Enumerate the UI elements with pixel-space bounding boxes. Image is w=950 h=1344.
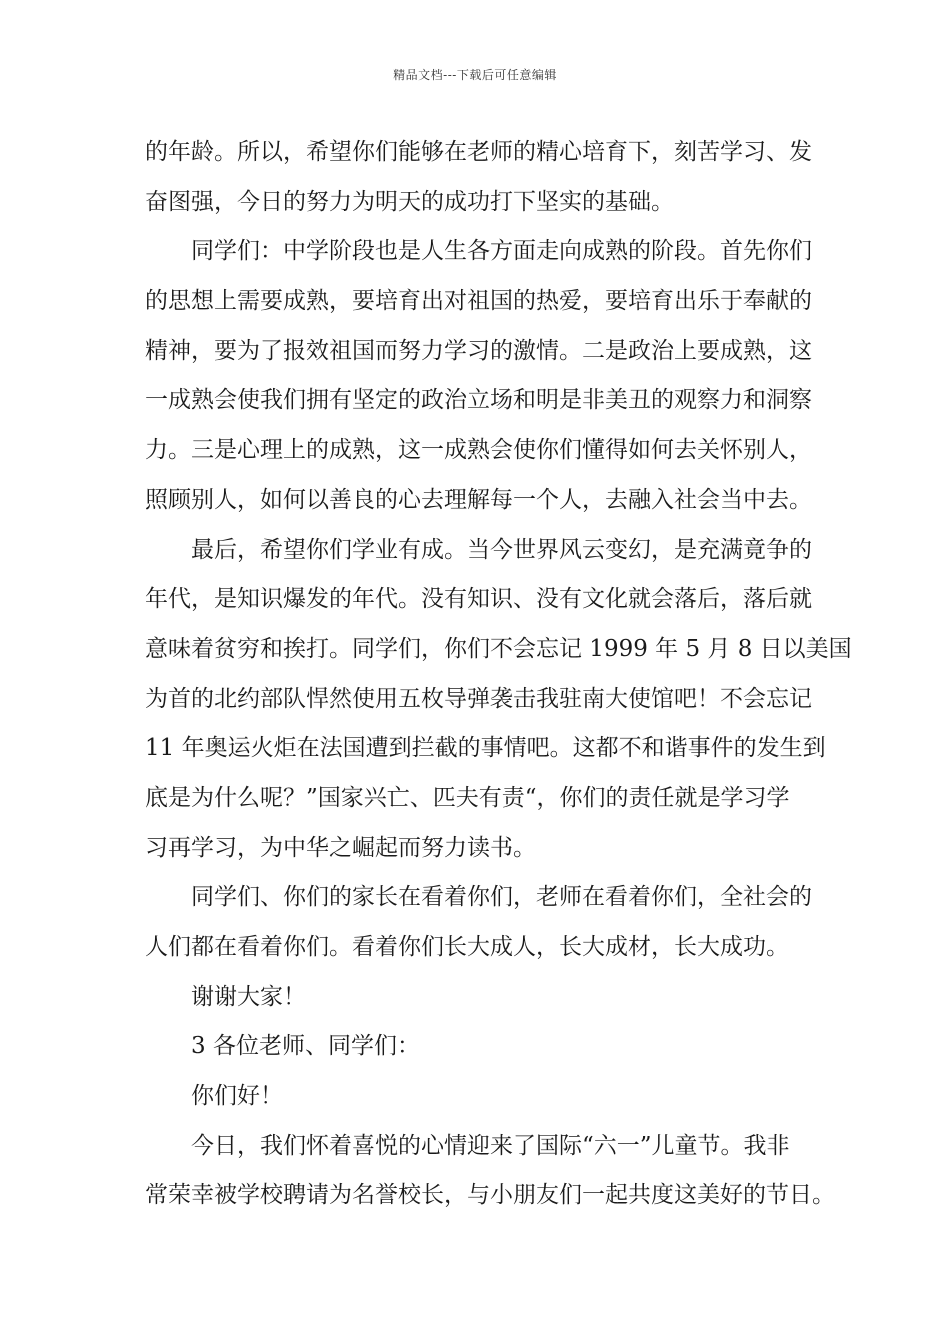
text-line: 奋图强，今日的努力为明天的成功打下坚实的基础。 (145, 188, 674, 215)
text-line: 今日，我们怀着喜悦的心情迎来了国际“六一”儿童节。我非 (191, 1132, 790, 1159)
text-line: 的年龄。所以，希望你们能够在老师的精心培育下，刻苦学习、发 (145, 139, 812, 165)
text-line: 3 各位老师、同学们： (191, 1033, 420, 1060)
document-body (145, 128, 852, 1221)
text-line: 你们好！ (191, 1083, 283, 1110)
text-line: 一成熟会使我们拥有坚定的政治立场和明是非美丑的观察力和洞察 (145, 387, 812, 414)
text-line: 底是为什么呢？”国家兴亡、匹夫有责“，你们的责任就是学习学 (145, 784, 790, 811)
text-line: 精神，要为了报效祖国而努力学习的激情。二是政治上要成熟，这 (145, 337, 812, 364)
text-line: 习再学习，为中华之崛起而努力读书。 (145, 834, 536, 861)
page-header: 精品文档---下载后可任意编辑 (393, 68, 557, 82)
text-line: 最后，希望你们学业有成。当今世界风云变幻，是充满竟争的 (191, 536, 812, 563)
text-line: 人们都在看着你们。看着你们长大成人，长大成材，长大成功。 (145, 934, 789, 960)
text-line: 意味着贫穷和挨打。同学们，你们不会忘记 1999 年 5 月 8 日以美国 (145, 635, 852, 662)
text-line: 常荣幸被学校聘请为名誉校长，与小朋友们一起共度这美好的节日。 (145, 1182, 835, 1209)
text-line: 为首的北约部队悍然使用五枚导弹袭击我驻南大使馆吧！不会忘记 (145, 685, 812, 712)
text-line: 谢谢大家！ (191, 983, 306, 1010)
text-line: 年代，是知识爆发的年代。没有知识、没有文化就会落后，落后就 (145, 586, 812, 613)
text-line: 照顾别人，如何以善良的心去理解每一个人，去融入社会当中去。 (145, 486, 812, 513)
text-line: 同学们、你们的家长在看着你们，老师在看着你们，全社会的 (191, 884, 812, 911)
text-line: 同学们：中学阶段也是人生各方面走向成熟的阶段。首先你们 (191, 238, 812, 265)
text-line: 的思想上需要成熟，要培育出对祖国的热爱，要培育出乐于奉献的 (145, 288, 812, 315)
text-line: 力。三是心理上的成熟，这一成熟会使你们懂得如何去关怀别人， (145, 437, 812, 464)
text-line: 11 年奥运火炬在法国遭到拦截的事情吧。这都不和谐事件的发生到 (145, 735, 826, 762)
